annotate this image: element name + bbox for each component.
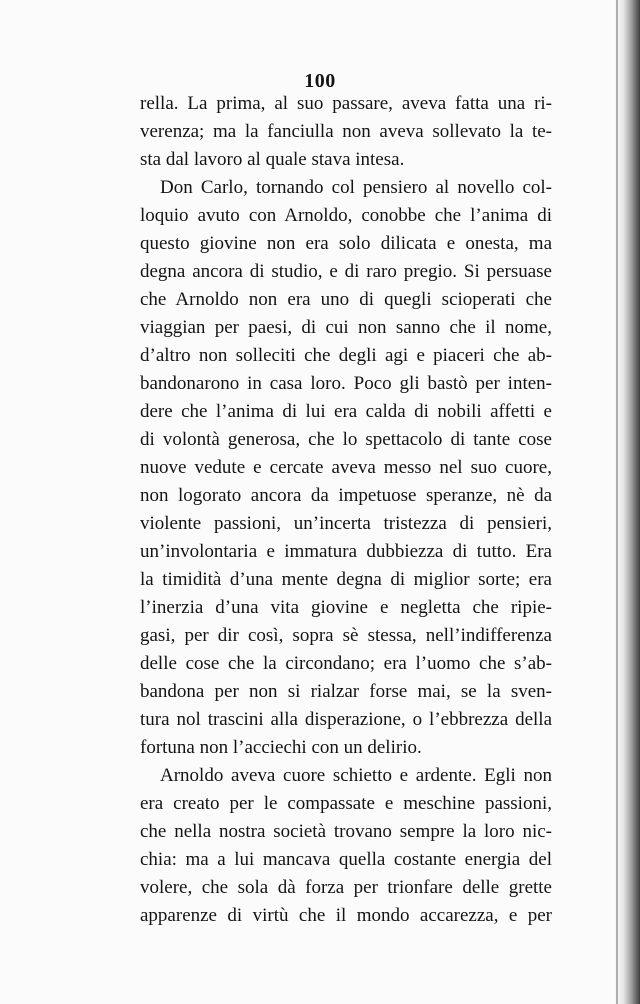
text-line: di volontà generosa, che lo spettacolo di tante cose <box>140 429 552 450</box>
text-line: era creato per le compassate e meschine passioni, <box>140 793 552 814</box>
text-line: viaggian per paesi, di cui non sanno che il nome, <box>140 317 552 338</box>
text-line: volere, che sola dà forza per trionfare delle grette <box>140 877 552 898</box>
text-line: degna ancora di studio, e di raro pregio. Si persuase <box>140 261 552 282</box>
text-line: violente passioni, un’incerta tristezza di pensieri, <box>140 513 552 534</box>
text-line: fortuna non l’acciechi con un delirio. <box>140 737 422 758</box>
text-line: l’inerzia d’una vita giovine e negletta che ripie- <box>140 597 552 618</box>
text-line: bandona per non si rialzar forse mai, se la sven- <box>140 681 552 702</box>
text-line: la timidità d’una mente degna di miglior sorte; era <box>140 569 552 590</box>
text-line: chia: ma a lui mancava quella costante energia del <box>140 849 552 870</box>
text-line: rella. La prima, al suo passare, aveva fatta una ri- <box>140 93 552 114</box>
text-line: che nella nostra società trovano sempre la loro nic- <box>140 821 552 842</box>
text-line: delle cose che la circondano; era l’uomo che s’ab- <box>140 653 552 674</box>
text-line: che Arnoldo non era uno di quegli scioperati che <box>140 289 552 310</box>
text-line: Arnoldo aveva cuore schietto e ardente. Egli non <box>160 765 552 786</box>
text-line: loquio avuto con Arnoldo, conobbe che l’anima di <box>140 205 552 226</box>
text-line: un’involontaria e immatura dubbiezza di tutto. Era <box>140 541 552 562</box>
text-line: bandonarono in casa loro. Poco gli bastò per inten- <box>140 373 552 394</box>
text-line: sta dal lavoro al quale stava intesa. <box>140 149 405 170</box>
body-text <box>140 90 552 930</box>
text-line: questo giovine non era solo dilicata e onesta, ma <box>140 233 552 254</box>
text-line: dere che l’anima di lui era calda di nobili affetti e <box>140 401 552 422</box>
text-line: d’altro non solleciti che degli agi e piaceri che ab- <box>140 345 552 366</box>
text-line: Don Carlo, tornando col pensiero al novello col- <box>160 177 552 198</box>
text-line: gasi, per dir così, sopra sè stessa, nell’indifferenza <box>140 625 552 646</box>
page-number: 100 <box>304 70 336 92</box>
text-line: nuove vedute e cercate aveva messo nel suo cuore, <box>140 457 552 478</box>
text-line: apparenze di virtù che il mondo accarezza, e per <box>140 905 552 926</box>
text-line: non logorato ancora da impetuose speranze, nè da <box>140 485 552 506</box>
text-line: tura nol trascini alla disperazione, o l’ebbrezza della <box>140 709 552 730</box>
page-edge-line <box>616 0 618 1004</box>
text-line: verenza; ma la fanciulla non aveva sollevato la te- <box>140 121 552 142</box>
